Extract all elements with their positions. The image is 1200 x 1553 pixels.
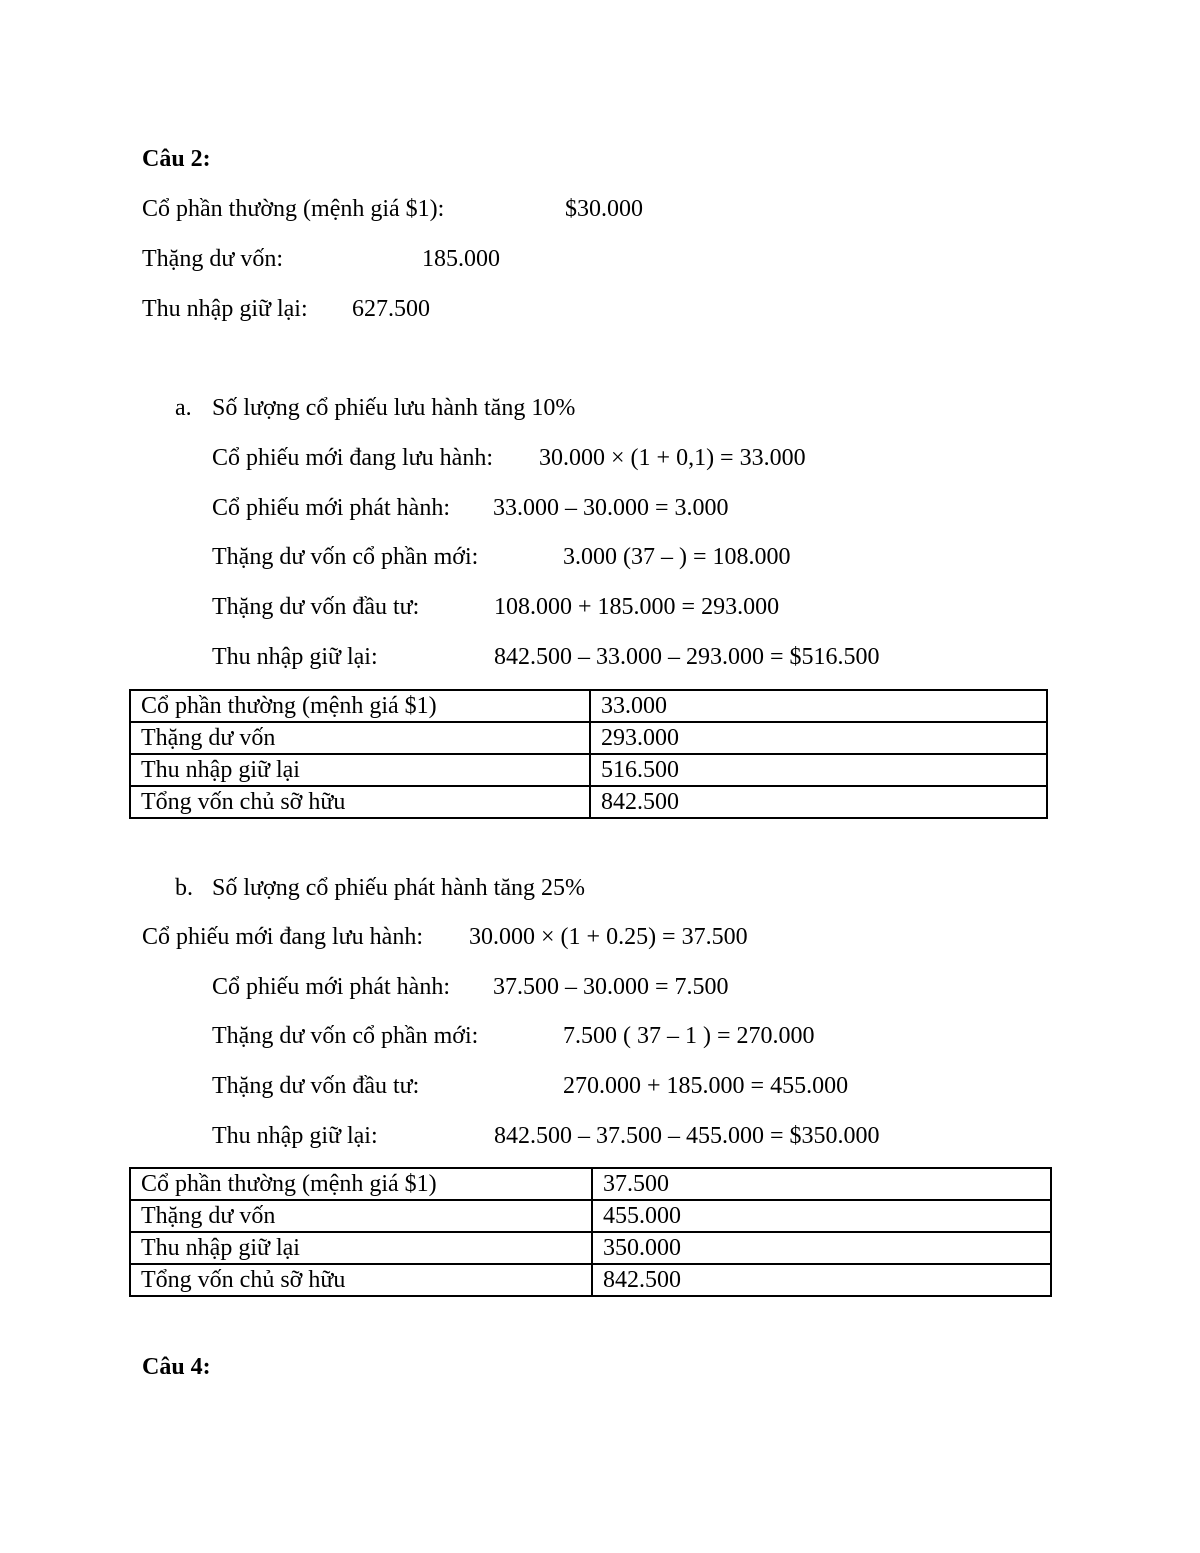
table-cell-label: Tổng vốn chủ sỡ hữu (130, 1264, 592, 1296)
table-cell-label: Thặng dư vốn (130, 1200, 592, 1232)
part-a-issued-label: Cổ phiếu mới phát hành: (212, 495, 450, 521)
table-cell-value: 455.000 (592, 1200, 1051, 1232)
part-b-retained-label: Thu nhập giữ lại: (212, 1123, 378, 1149)
given-retained-earnings-label: Thu nhập giữ lại: (142, 296, 308, 322)
table-cell-label: Cổ phần thường (mệnh giá $1) (130, 690, 590, 722)
table-row (130, 786, 1047, 818)
part-a-marker: a. (175, 395, 192, 421)
part-b-equity-table (129, 1167, 1052, 1297)
part-a-retained-expr: 842.500 – 33.000 – 293.000 = $516.500 (494, 644, 880, 670)
part-a-invested-surplus-label: Thặng dư vốn đầu tư: (212, 594, 420, 620)
table-cell-label: Thu nhập giữ lại (130, 754, 590, 786)
table-row (130, 1200, 1051, 1232)
question-2-heading: Câu 2: (142, 146, 211, 172)
part-b-issued-expr: 37.500 – 30.000 = 7.500 (493, 974, 729, 1000)
part-b-issued-label: Cổ phiếu mới phát hành: (212, 974, 450, 1000)
table-cell-value: 350.000 (592, 1232, 1051, 1264)
table-cell-value: 842.500 (590, 786, 1047, 818)
table-row (130, 1168, 1051, 1200)
part-a-retained-label: Thu nhập giữ lại: (212, 644, 378, 670)
part-a-equity-table (129, 689, 1048, 819)
table-cell-value: 37.500 (592, 1168, 1051, 1200)
table-cell-value: 33.000 (590, 690, 1047, 722)
table-row (130, 1232, 1051, 1264)
part-a-title: Số lượng cổ phiếu lưu hành tăng 10% (212, 395, 576, 421)
part-b-outstanding-expr: 30.000 × (1 + 0.25) = 37.500 (469, 924, 748, 950)
given-capital-surplus-label: Thặng dư vốn: (142, 246, 283, 272)
table-cell-label: Tổng vốn chủ sỡ hữu (130, 786, 590, 818)
table-cell-label: Cổ phần thường (mệnh giá $1) (130, 1168, 592, 1200)
table-row (130, 1264, 1051, 1296)
part-b-new-surplus-expr: 7.500 ( 37 – 1 ) = 270.000 (563, 1023, 815, 1049)
part-b-invested-surplus-expr: 270.000 + 185.000 = 455.000 (563, 1073, 849, 1099)
table-row (130, 722, 1047, 754)
given-common-stock-label: Cổ phần thường (mệnh giá $1): (142, 196, 445, 222)
part-a-outstanding-label: Cổ phiếu mới đang lưu hành: (212, 445, 494, 471)
table-row (130, 690, 1047, 722)
given-common-stock-value: $30.000 (565, 196, 643, 222)
part-a-invested-surplus-expr: 108.000 + 185.000 = 293.000 (494, 594, 780, 620)
part-b-invested-surplus-label: Thặng dư vốn đầu tư: (212, 1073, 420, 1099)
table-cell-label: Thặng dư vốn (130, 722, 590, 754)
part-a-issued-expr: 33.000 – 30.000 = 3.000 (493, 495, 729, 521)
table-row (130, 754, 1047, 786)
table-cell-value: 516.500 (590, 754, 1047, 786)
part-b-title: Số lượng cổ phiếu phát hành tăng 25% (212, 875, 585, 901)
part-b-new-surplus-label: Thặng dư vốn cổ phần mới: (212, 1023, 479, 1049)
table-cell-label: Thu nhập giữ lại (130, 1232, 592, 1264)
part-a-new-surplus-label: Thặng dư vốn cổ phần mới: (212, 544, 479, 570)
given-capital-surplus-value: 185.000 (422, 246, 500, 272)
part-a-new-surplus-expr: 3.000 (37 – ) = 108.000 (563, 544, 791, 570)
table-cell-value: 293.000 (590, 722, 1047, 754)
part-b-marker: b. (175, 875, 193, 901)
question-4-heading: Câu 4: (142, 1354, 211, 1380)
part-b-outstanding-label: Cổ phiếu mới đang lưu hành: (142, 924, 424, 950)
given-retained-earnings-value: 627.500 (352, 296, 430, 322)
part-b-retained-expr: 842.500 – 37.500 – 455.000 = $350.000 (494, 1123, 880, 1149)
part-a-outstanding-expr: 30.000 × (1 + 0,1) = 33.000 (539, 445, 806, 471)
table-cell-value: 842.500 (592, 1264, 1051, 1296)
